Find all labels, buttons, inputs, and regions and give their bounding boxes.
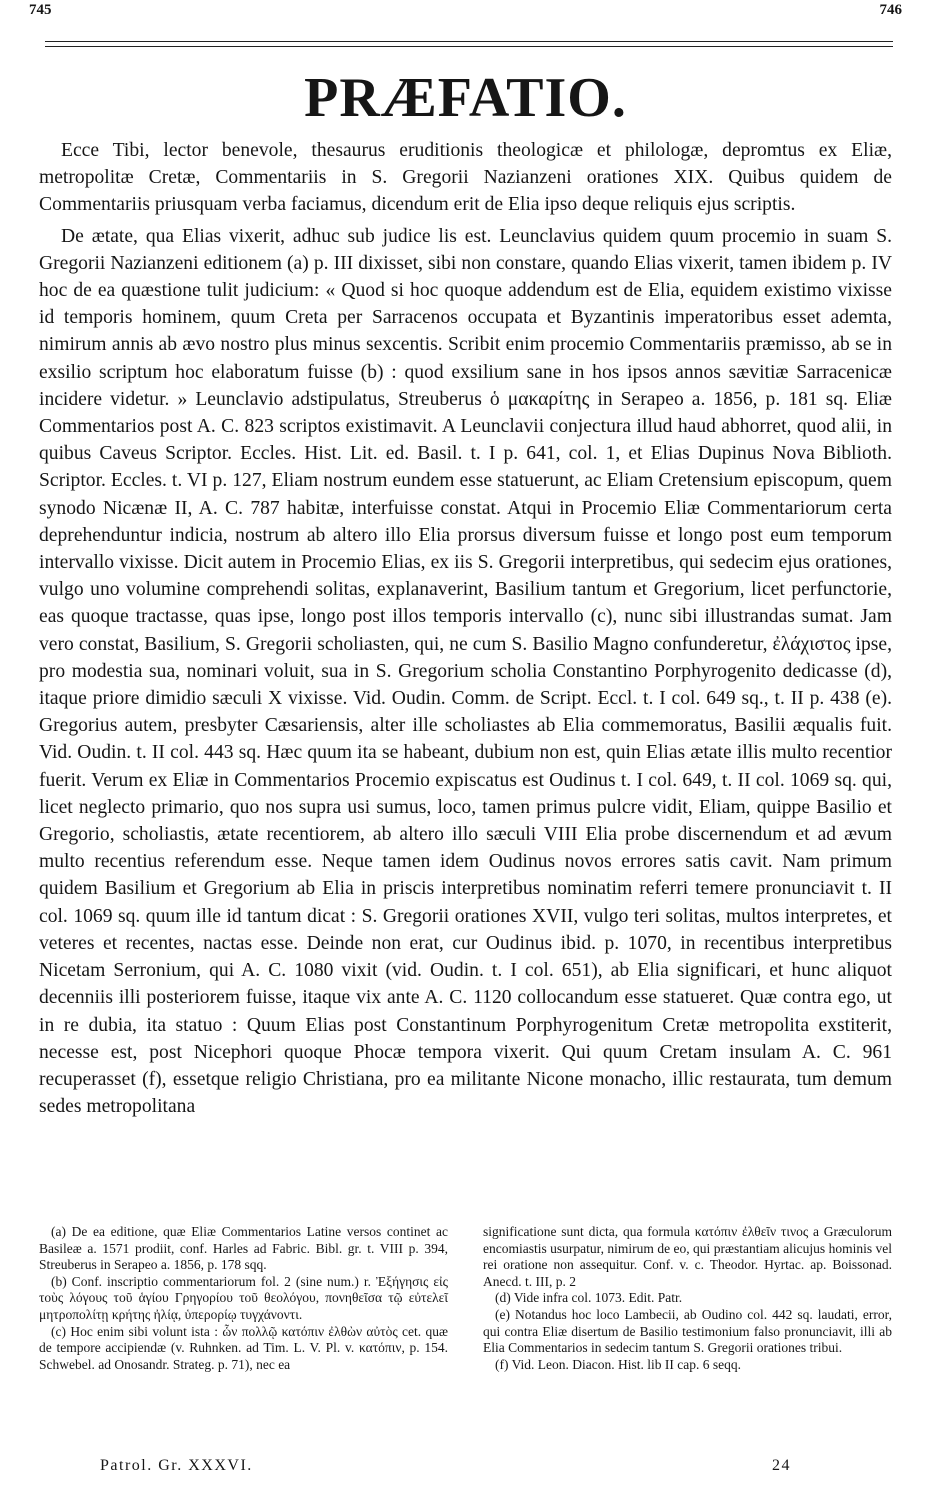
page-number-left: 745 [29, 2, 52, 18]
signature-number: 24 [772, 1457, 791, 1474]
footnote-f: (f) Vid. Leon. Diacon. Hist. lib II cap. 6 seqq. [495, 1356, 742, 1372]
footnote-d: (d) Vide infra col. 1073. Edit. Patr. [495, 1290, 683, 1306]
footnote-c-continued: significatione sunt dicta, qua formula κατόπιν ἐλθεῖν τινος a Græculorum encomiastis usurpatur, nimirum de eo, qui præstantiam alicujus hominis vel rei oratione non assequitur. Conf. v. c. Theodor. Hyrtac. ap. Boissonad. Anecd. t. III, p. 2 [483, 1224, 892, 1289]
signature-volume: Patrol. Gr. XXXVI. [100, 1457, 253, 1474]
main-text [39, 137, 892, 1120]
footnote-c: (c) Hoc enim sibi volunt ista : ὧν πολλῷ κατόπιν ἐλθὼν αὐτὸς cet. quæ de tempore accipiendæ (v. Ruhnken. ad Tim. L. V. Pl. v. κατόπιν, p. 154. Schwebel. ad Onosandr. Strateg. p. 71), nec ea [39, 1323, 448, 1372]
footnotes-right-column [483, 1224, 892, 1373]
page-number-right: 746 [879, 2, 902, 18]
header-rule-top [45, 41, 893, 42]
footnote-a: (a) De ea editione, quæ Eliæ Commentarios Latine versos continet ac Basileæ a. 1571 prodiit, conf. Harles ad Fabric. Bibl. gr. t. VIII p. 394, Streuberus in Serapeo a. 1856, p. 178 sqq. [39, 1224, 448, 1273]
page-title: PRÆFATIO. [304, 67, 627, 129]
paragraph: Ecce Tibi, lector benevole, thesaurus eruditionis theologicæ et philologæ, depromtus ex Eliæ, metropolitæ Cretæ, Commentariis in S. Gregorii Nazianzeni orationes XIX. Quibus quidem de Commentariis priusquam verba faciamus, dicendum erit de Elia ipso deque reliquis ejus scriptis. [39, 140, 892, 216]
footnote-e: (e) Notandus hoc loco Lambecii, ab Oudino col. 442 sq. laudati, error, qui contra Eliæ disertum de Basilio testimonium falso pronunciavit, illi ab Elia Commentarios in sedecim tantum S. Gregorii orationes tribui. [483, 1306, 892, 1356]
paragraph: De ætate, qua Elias vixerit, adhuc sub judice lis est. Leunclavius quidem quum procemio in suam S. Gregorii Nazianzeni editionem (a) p. III dixisset, sibi non constare, quando Elias vixerit, tamen ibidem p. IV hoc de ea quæstione tulit judicium: « Quod si hoc quoque addendum est de Elia, equidem existimo vixisse id temporis hominem, quum Creta per Sarracenos occupata et Byzantinis imperatoribus esset ademta, nimirum annis ab ævo nostro plus minus sexcentis. Scribit enim procemio Commentariis præmisso, ab se in exsilio scriptum hoc elaboratum fuisse (b) : quod exsilium sane in hos ipsos annos sævitiæ Sarracenicæ incidere videtur. » Leunclavio adstipulatus, Streuberus ὁ μακαρίτης in Serapeo a. 1856, p. 181 sq. Eliæ Commentarios post A. C. 823 scriptos existimavit. A Leunclavii conjectura illud haud abhorret, quod alii, in quibus Caveus Scriptor. Eccles. Hist. Lit. ed. Basil. t. I p. 641, col. 1, et Elias Dupinus Nova Biblioth. Scriptor. Eccles. t. VI p. 127, Eliam nostrum eundem esse statuerunt, ac Eliam Cretensium episcopum, quem synodo Nicænæ II, A. C. 787 habitæ, interfuisse constat. Atqui in Procemio Eliæ Commentariorum certa deprehenduntur indicia, nostrum ab altero illo Elia prorsus diversum fuisse et longo post eum temporum intervallo vixisse. Dicit autem in Procemio Elias, ex iis S. Gregorii interpretibus, qui sedecim ejus orationes, vulgo uno volumine comprehendi solitas, explanaverint, Basilium tantum et Gregorium, licet perfunctorie, eas quoque tractasse, quas ipse, longo post illos temporis intervallo (c), nunc sibi illustrandas sumat. Jam vero constat, Basilium, S. Gregorii scholiasten, qui, ne cum S. Basilio Magno confunderetur, ἐλάχιστος ipse, pro modestia sua, nominari voluit, sua in S. Gregorium scholia Constantino Porphyrogenito dedicasse (d), itaque priore dimidio sæculi X vixisse. Vid. Oudin. Comm. de Script. Eccl. t. I col. 649 sq., t. II p. 438 (e). Gregorius autem, presbyter Cæsariensis, alter ille scholiastes ab Elia commemoratus, Basilii æqualis fuit. Vid. Oudin. t. II col. 443 sq. Hæc quum ita se habeant, dubium non est, quin Elias ætate illis multo recentior fuerit. Verum ex Eliæ in Commentarios Procemio expiscatus est Oudinus t. I col. 649, t. II col. 1069 sq. qui, licet neglecto primario, quo nos supra usi sumus, loco, tamen primus pulcre vidit, Eliam, quippe Basilio et Gregorio, scholiastis, ætate recentiorem, ab altero illo sæculi VIII Elia probe discernendum et ad ævum multo recentius referendum esse. Neque tamen idem Oudinus novos errores satis cavit. Nam primum quidem Basilium et Gregorium ab Elia in priscis interpretibus nominatim referri temere pronunciavit t. II col. 1069 sq. quum ille id tantum dicat : S. Gregorii orationes XVII, vulgo teri solitas, multos interpretes, et veteres et recentes, nactas esse. Deinde non erat, cur Oudinus ibid. p. 1070, in recentibus interpretibus Nicetam Serronium, qui A. C. 1080 vixit (vid. Oudin. t. I col. 651), ab Elia significari, et hunc aliquot decenniis illi posteriorem fuisse, itaque vix ante A. C. 1120 collocandum esse statueret. Quæ contra ego, ut in re dubia, ita statuo : Quum Elias post Constantinum Porphyrogenitum Cretæ metropolita exstiterit, necesse est, post Nicephori quoque Phocæ tempora vixerit. Qui quum Cretam insulam A. C. 961 recuperasset (f), essetque religio Christiana, pro ea militante Nicone monacho, illic restaurata, tum demum sedes metropolitana [39, 225, 892, 1118]
footnote-b: (b) Conf. inscriptio commentariorum fol. 2 (sine num.) r. Ἐξήγησις εἰς τοὺς λόγους τοῦ ἁγίου Γρηγορίου τοῦ θεολόγου, πονηθεῖσα τῷ εὐτελεῖ μητροπολίτῃ κρήτης ἠλίᾳ, ὑπερορίῳ τυγχάνοντι. [39, 1273, 448, 1322]
header-rule-bottom [45, 46, 893, 47]
footnotes-left-column [39, 1224, 448, 1373]
